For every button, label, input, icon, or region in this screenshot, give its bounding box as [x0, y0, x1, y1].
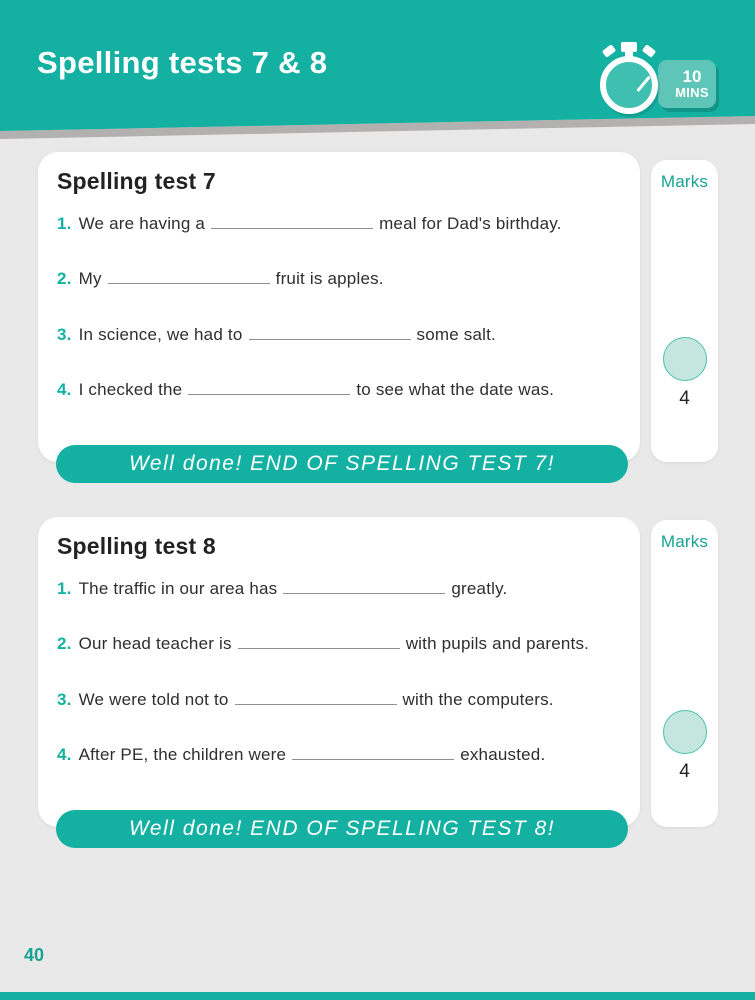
item-text-pre: After PE, the children were: [78, 745, 287, 764]
item-number: 3.: [57, 325, 72, 344]
test-8-item-1: [57, 579, 507, 599]
item-text-post: meal for Dad's birthday.: [379, 214, 562, 233]
test-7-marks-panel: [651, 160, 718, 462]
page-number: 40: [24, 945, 45, 965]
marks-label: Marks: [660, 172, 709, 191]
marks-label: Marks: [660, 532, 709, 551]
test-7-title: Spelling test 7: [57, 168, 216, 194]
item-text-post: fruit is apples.: [275, 269, 384, 288]
test-7-item-1: [57, 214, 562, 234]
page-title: Spelling tests 7 & 8: [37, 45, 328, 80]
item-number: 4.: [57, 380, 72, 399]
test-8-end-banner: Well done! END OF SPELLING TEST 8!: [56, 810, 628, 848]
item-number: 3.: [57, 690, 72, 709]
spelling-test-7-card: [38, 152, 640, 462]
answer-blank[interactable]: [211, 216, 373, 229]
bottom-accent-bar: [0, 992, 755, 1000]
item-number: 4.: [57, 745, 72, 764]
marks-total: 4: [679, 761, 690, 782]
test-8-title: Spelling test 8: [57, 533, 216, 559]
stopwatch-icon: [600, 56, 658, 114]
item-text-post: exhausted.: [460, 745, 546, 764]
spelling-test-8-card: [38, 517, 640, 827]
marks-score-circle[interactable]: [663, 710, 707, 754]
timer-widget: [592, 38, 752, 133]
answer-blank[interactable]: [238, 636, 400, 649]
answer-blank[interactable]: [108, 271, 270, 284]
item-number: 2.: [57, 269, 72, 288]
item-text-pre: Our head teacher is: [78, 634, 232, 653]
item-number: 1.: [57, 579, 72, 598]
stopwatch-left-button: [602, 44, 616, 58]
test-7-end-banner: Well done! END OF SPELLING TEST 7!: [56, 445, 628, 483]
test-8-marks-panel: [651, 520, 718, 827]
timer-duration-badge: [658, 60, 716, 108]
item-text-post: some salt.: [416, 325, 496, 344]
answer-blank[interactable]: [235, 692, 397, 705]
item-text-post: with the computers.: [402, 690, 554, 709]
item-text-post: greatly.: [451, 579, 508, 598]
test-7-item-4: [57, 380, 554, 400]
item-text-pre: In science, we had to: [78, 325, 243, 344]
item-number: 2.: [57, 634, 72, 653]
stopwatch-crown-stem: [625, 51, 633, 57]
answer-blank[interactable]: [249, 327, 411, 340]
marks-total: 4: [679, 388, 690, 409]
stopwatch-hand: [636, 76, 650, 92]
answer-blank[interactable]: [188, 382, 350, 395]
item-text-pre: I checked the: [78, 380, 183, 399]
item-number: 1.: [57, 214, 72, 233]
test-8-item-3: [57, 690, 554, 710]
test-8-item-4: [57, 745, 545, 765]
item-text-post: with pupils and parents.: [405, 634, 590, 653]
answer-blank[interactable]: [283, 581, 445, 594]
answer-blank[interactable]: [292, 747, 454, 760]
marks-score-circle[interactable]: [663, 337, 707, 381]
item-text-pre: We were told not to: [78, 690, 229, 709]
item-text-pre: We are having a: [78, 214, 206, 233]
test-7-item-3: [57, 325, 496, 345]
stopwatch-right-button: [642, 44, 656, 58]
timer-unit: MINS: [675, 85, 709, 101]
item-text-pre: The traffic in our area has: [78, 579, 278, 598]
test-8-item-2: [57, 634, 589, 654]
item-text-pre: My: [78, 269, 102, 288]
test-7-item-2: [57, 269, 384, 289]
item-text-post: to see what the date was.: [356, 380, 555, 399]
timer-minutes: 10: [682, 67, 702, 87]
